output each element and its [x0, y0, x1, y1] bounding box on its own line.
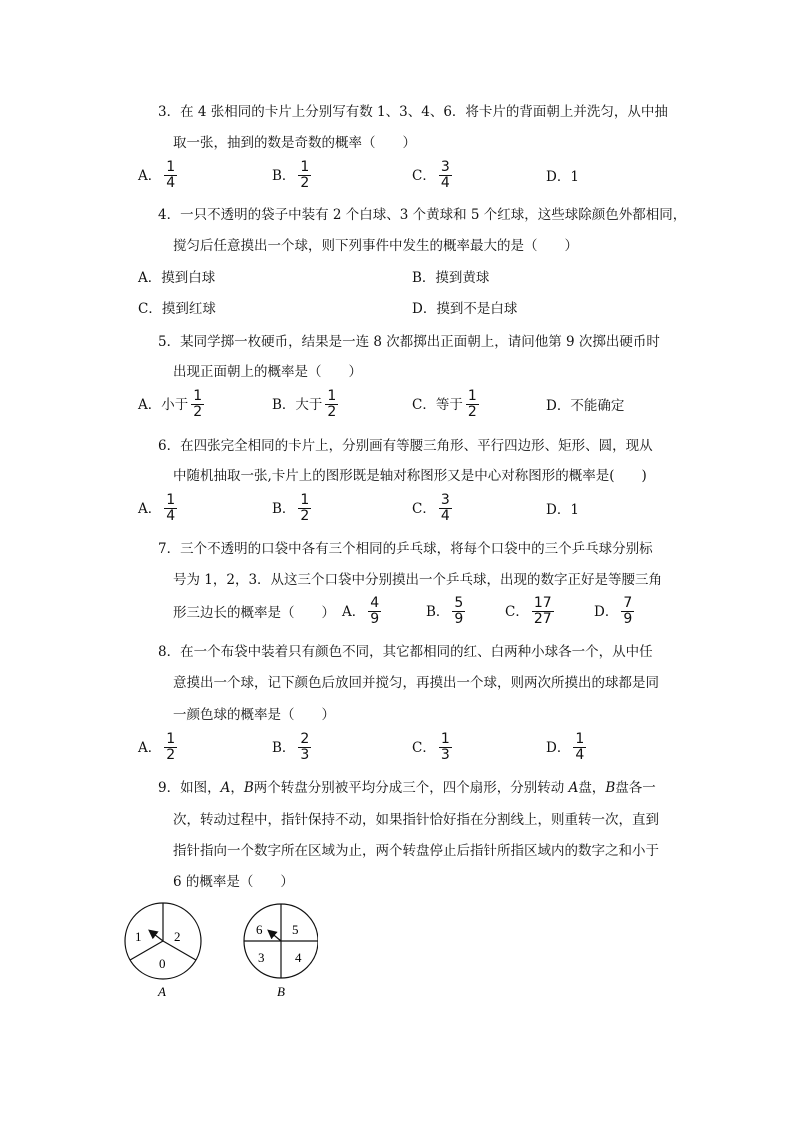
q3-option-d: D． 1 [546, 169, 579, 185]
fraction: $\frac{3}{4}$ [440, 492, 450, 524]
fraction: $\frac{1}{2}$ [300, 492, 310, 524]
q6-option-a: A． $\frac{1}{4}$ [138, 492, 176, 524]
q8-option-b: B． $\frac{2}{3}$ [272, 731, 310, 763]
q7-line2: 号为 1，2，3．从这三个口袋中分别摸出一个乒乓球，出现的数字正好是等腰三角 [173, 572, 663, 588]
sector-label: 2 [174, 929, 181, 944]
q9-line4: 6 的概率是（ ） [173, 874, 294, 890]
fraction: $\frac{7}{9}$ [623, 595, 633, 627]
q9-line2: 次，转动过程中，指针保持不动，如果指针恰好指在分割线上，则重转一次，直到 [173, 812, 659, 828]
q7-option-a: A． $\frac{4}{9}$ [342, 595, 380, 627]
fraction: $\frac{3}{4}$ [440, 159, 450, 191]
sector-label: 3 [258, 950, 265, 965]
disk-b-label: B [277, 984, 285, 999]
q6-option-c: C． $\frac{3}{4}$ [412, 492, 450, 524]
fraction: $\frac{1}{4}$ [575, 731, 585, 763]
q4-option-a: A．摸到白球 [138, 270, 216, 286]
q9-line3: 指针指向一个数字所在区域为止，两个转盘停止后指针所指区域内的数字之和小于 [173, 843, 659, 859]
q8-option-a: A． $\frac{1}{2}$ [138, 731, 176, 763]
fraction: $\frac{1}{2}$ [300, 159, 310, 191]
fraction: $\frac{1}{2}$ [193, 388, 203, 420]
q6-option-b: B． $\frac{1}{2}$ [272, 492, 310, 524]
sector-label: 1 [135, 929, 142, 944]
q7-option-c: C． $\frac{17}{27}$ [505, 595, 552, 627]
q3-option-c: C． $\frac{3}{4}$ [412, 159, 450, 191]
q6-line1: 6．在四张完全相同的卡片上，分别画有等腰三角形、平行四边形、矩形、圆，现从 [158, 438, 653, 454]
q5-line1: 5．某同学掷一枚硬币，结果是一连 8 次都掷出正面朝上，请问他第 9 次掷出硬币时 [158, 334, 660, 350]
sector-label: 4 [295, 950, 302, 965]
spinner-a [125, 903, 201, 999]
q3-option-b: B． $\frac{1}{2}$ [272, 159, 310, 191]
q8-line1: 8．在一个布袋中装着只有颜色不同，其它都相同的红、白两种小球各一个，从中任 [158, 644, 653, 660]
q7-line1: 7．三个不透明的口袋中各有三个相同的乒乓球，将每个口袋中的三个乒乓球分别标 [158, 541, 653, 557]
q4-line1: 4．一只不透明的袋子中装有 2 个白球、3 个黄球和 5 个红球，这些球除颜色外都相同， [158, 207, 687, 223]
fraction: $\frac{1}{2}$ [467, 388, 477, 420]
pointer-arrow-icon [269, 931, 281, 941]
sector-label: 6 [256, 922, 263, 937]
q5-option-c: C．等于 $\frac{1}{2}$ [412, 388, 477, 420]
q3-line1: 3．在 4 张相同的卡片上分别写有数 1、3、4、6．将卡片的背面朝上并洗匀，从中抽 [158, 104, 668, 120]
q3-option-a: A． $\frac{1}{4}$ [138, 159, 176, 191]
q3-line2: 取一张，抽到的数是奇数的概率（ ） [173, 135, 416, 151]
fraction: $\frac{1}{3}$ [440, 731, 450, 763]
fraction: $\frac{1}{2}$ [327, 388, 337, 420]
q5-option-d: D．不能确定 [546, 398, 625, 414]
spinner-figure [118, 896, 318, 1006]
q5-line2: 出现正面朝上的概率是（ ） [173, 364, 362, 380]
q5-option-b: B．大于 $\frac{1}{2}$ [272, 388, 337, 420]
q7-line3: 形三边长的概率是（ ） [173, 605, 335, 621]
q6-line2: 中随机抽取一张,卡片上的图形既是轴对称图形又是中心对称图形的概率是( ) [173, 468, 647, 484]
q4-line2: 搅匀后任意摸出一个球，则下列事件中发生的概率最大的是（ ） [173, 238, 578, 254]
q7-option-b: B． $\frac{5}{9}$ [426, 595, 464, 627]
fraction: $\frac{5}{9}$ [454, 595, 464, 627]
pointer-arrow-icon [150, 931, 163, 941]
fraction: $\frac{2}{3}$ [300, 731, 310, 763]
disk-a-label: A [158, 984, 166, 999]
q4-option-c: C．摸到红球 [138, 301, 216, 317]
fraction: $\frac{4}{9}$ [370, 595, 380, 627]
q5-option-a: A．小于 $\frac{1}{2}$ [138, 388, 203, 420]
sector-label: 0 [159, 956, 166, 971]
q8-line3: 一颜色球的概率是（ ） [173, 707, 335, 723]
fraction: $\frac{1}{2}$ [166, 731, 176, 763]
q4-option-b: B．摸到黄球 [412, 270, 490, 286]
q8-option-d: D． $\frac{1}{4}$ [546, 731, 585, 763]
q4-option-d: D．摸到不是白球 [412, 301, 518, 317]
sector-label: 5 [292, 922, 299, 937]
fraction: $\frac{1}{4}$ [166, 159, 176, 191]
fraction: $\frac{17}{27}$ [533, 595, 552, 627]
q7-option-d: D． $\frac{7}{9}$ [594, 595, 633, 627]
q9-line1: 9．如图，A，B两个转盘分别被平均分成三个，四个扇形，分别转动 A盘，B盘各一 [158, 780, 656, 796]
q8-option-c: C． $\frac{1}{3}$ [412, 731, 450, 763]
fraction: $\frac{1}{4}$ [166, 492, 176, 524]
q8-line2: 意摸出一个球，记下颜色后放回并搅匀，再摸出一个球，则两次所摸出的球都是同 [173, 675, 659, 691]
q6-option-d: D．1 [546, 502, 579, 518]
spinner-b [244, 904, 318, 999]
